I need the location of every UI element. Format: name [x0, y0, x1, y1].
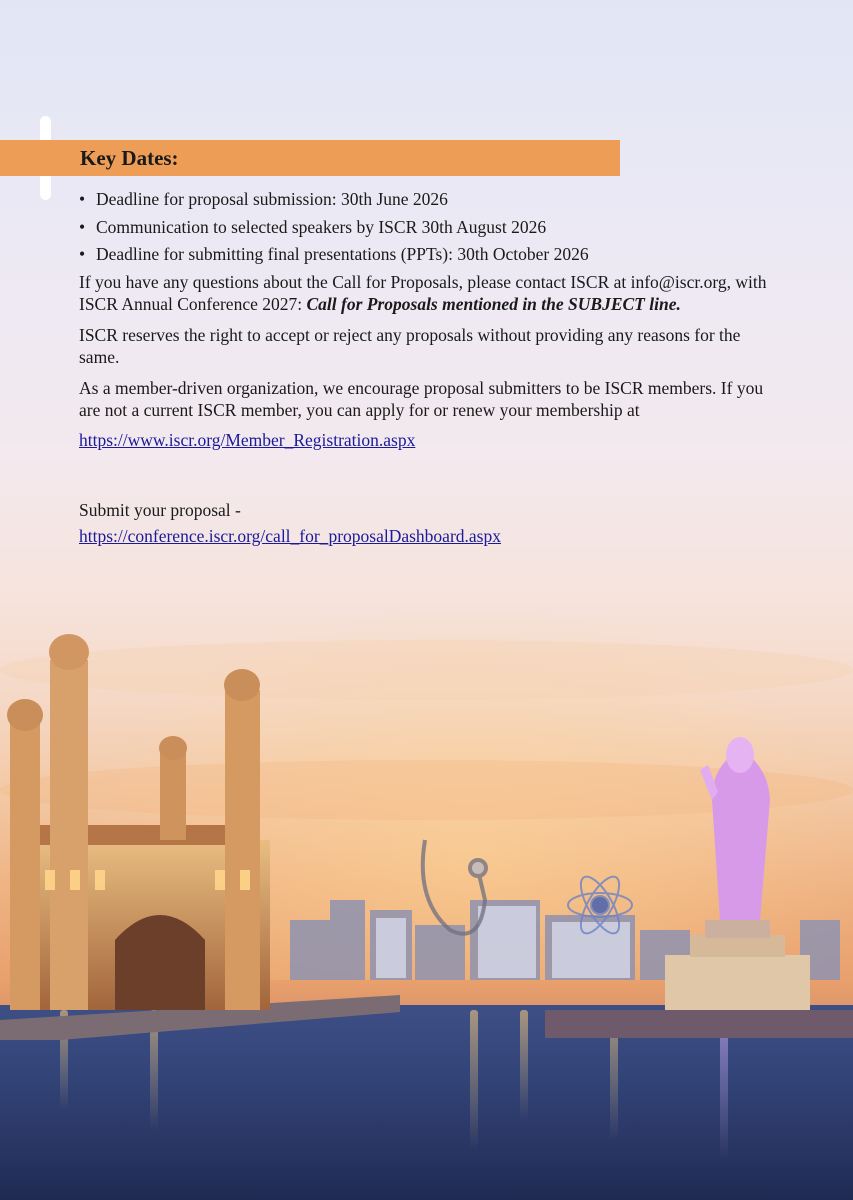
- key-dates-title: Key Dates:: [80, 146, 179, 170]
- charminar-icon: [7, 634, 270, 1010]
- key-date-item: • Deadline for proposal submission: 30th June 2026: [79, 188, 784, 210]
- key-date-item: • Communication to selected speakers by ISCR 30th August 2026: [79, 216, 784, 238]
- contact-text: If you have any questions about the Call for Proposals, please contact ISCR at info@iscr.org, with ISCR Annual Conference 2027:: [79, 272, 767, 314]
- membership-link[interactable]: https://www.iscr.org/Member_Registration.aspx: [79, 430, 416, 450]
- spacer: [79, 451, 784, 499]
- submit-proposal-link[interactable]: https://conference.iscr.org/call_for_proposalDashboard.aspx: [79, 526, 501, 546]
- key-dates-list: [79, 188, 784, 265]
- submit-label: Submit your proposal -: [79, 500, 241, 520]
- main-content: [79, 188, 784, 547]
- membership-paragraph: As a member-driven organization, we encourage proposal submitters to be ISCR members. If you are not a current ISCR member, you can apply for or renew your membership at: [79, 378, 764, 420]
- buddha-statue-icon: [665, 737, 810, 1010]
- city-skyline-icon: [0, 600, 853, 1040]
- reserve-paragraph: ISCR reserves the right to accept or reject any proposals without providing any reasons for the same.: [79, 325, 741, 367]
- contact-emphasis: Call for Proposals mentioned in the SUBJECT line.: [306, 294, 681, 314]
- key-date-item: • Deadline for submitting final presentations (PPTs): 30th October 2026: [79, 243, 784, 265]
- contact-paragraph: [79, 271, 784, 315]
